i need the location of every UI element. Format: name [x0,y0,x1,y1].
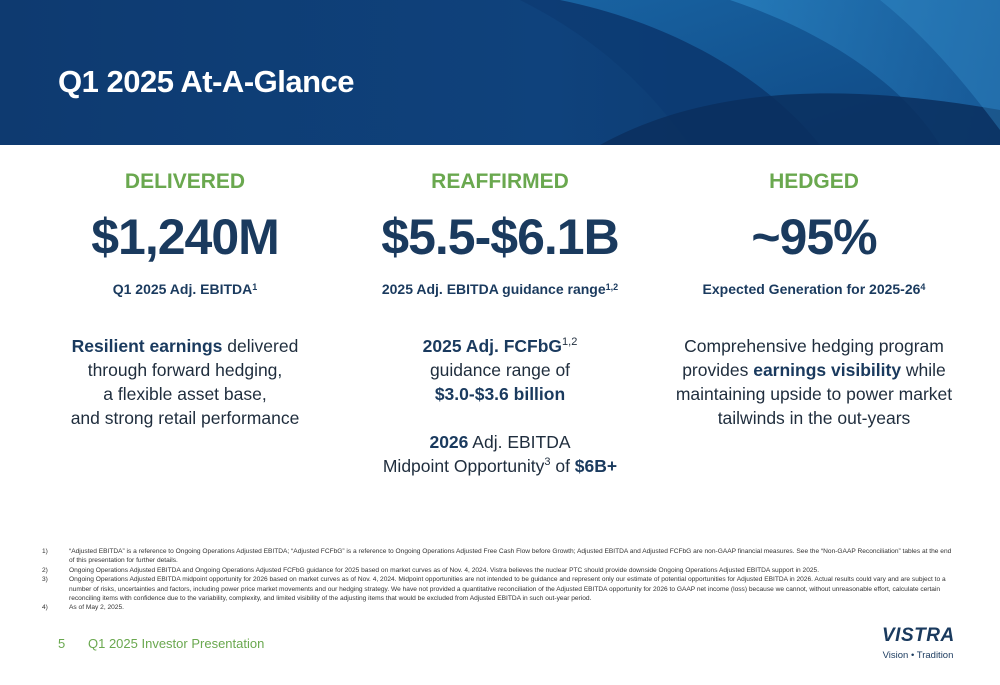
desc-line: maintaining upside to power market [675,384,953,404]
footnote-ref: 3 [544,456,551,468]
hedged-subtitle-text: Expected Generation for 2025-26 [702,281,921,297]
desc-line: tailwinds in the out-years [717,408,911,428]
header-banner [0,0,1000,145]
desc-text: Adj. EBITDA [468,432,571,452]
presentation-title: Q1 2025 Investor Presentation [88,636,265,651]
delivered-kicker: DELIVERED [124,170,246,193]
desc-line: a flexible asset base, [103,384,267,404]
footnote-text: As of May 2, 2025. [69,604,124,612]
desc-line: Comprehensive hedging program [684,336,944,356]
delivered-subtitle-text: Q1 2025 Adj. EBITDA [112,281,253,297]
hedged-value: ~95% [751,209,877,265]
desc-text: of [550,456,575,476]
fcf-range: $3.0-$3.6 billion [434,384,566,404]
delivered-description [25,334,345,430]
hedged-column [654,168,974,430]
reaffirmed-value: $5.5-$6.1B [381,209,619,265]
reaffirmed-description [340,334,660,478]
hedged-subtitle [654,278,974,334]
desc-bold-text: earnings visibility [753,360,902,380]
fcf-bold-text: 2025 Adj. FCFbG [422,336,563,356]
desc-line: through forward hedging, [87,360,283,380]
delivered-column [25,168,345,430]
footnote-text: Ongoing Operations Adjusted EBITDA midpoint opportunity for 2026 based on market curves as of Nov. 4, 2024. Midpoint opportunities are not intended to be guidance and represent only our estimate of potential opportunities for Adjusted EBITDA in 2026. Actual results could vary and are subject to a number of risks, uncertainties and factors, including power price market movements and our hedging strategy. We have not provided a quantitative reconciliation of the Adjusted EBITDA opportunity for 2026 to GAAP net income (loss) because we cannot, without unreasonable effort, calculate certain reconciling items with confidence due to the variability, complexity, and limited visibility of the adjusting items that would be excluded from Adjusted EBITDA in such out-year period. [69,576,946,603]
footnote-ref: 1,2 [605,282,619,292]
footnote-number: 4) [42,604,48,612]
footnote-ref: 1 [252,282,258,292]
delivered-subtitle [25,278,345,334]
reaffirmed-subtitle-text: 2025 Adj. EBITDA guidance range [381,281,606,297]
desc-text: provides [682,360,754,380]
page-number: 5 [58,636,66,651]
delivered-value: $1,240M [91,209,279,265]
desc-text: Midpoint Opportunity [382,456,545,476]
logo-tagline: Vision • Tradition [882,650,954,661]
desc-text: delivered [222,336,299,356]
reaffirmed-kicker: REAFFIRMED [431,170,569,193]
hedged-description [654,334,974,430]
desc-line: guidance range of [429,360,571,380]
footnotes [42,547,957,613]
page-title: Q1 2025 At-A-Glance [58,64,355,99]
opp-year: 2026 [429,432,469,452]
footnote-text: “Adjusted EBITDA” is a reference to Ongoing Operations Adjusted EBITDA; “Adjusted FCFbG” is a reference to Ongoing Operations Adjusted Free Cash Flow before Growth; Adjusted EBITDA and Adjusted FCFbG are non-GAAP financial measures. See the “Non-GAAP Reconciliation” tables at the end of this presentation for further details. [69,548,952,565]
footnote-text: Ongoing Operations Adjusted EBITDA and Ongoing Operations Adjusted FCFbG guidance for 2025 based on market curves as of Nov. 4, 2024. Vistra believes the nuclear PTC should provide downside Ongoing Operations Adjusted EBITDA support in 2025. [69,566,820,574]
reaffirmed-column [340,168,660,478]
opp-value: $6B+ [574,456,618,476]
footnote [42,603,957,612]
vistra-logo [882,625,954,662]
footnote-number: 1) [42,548,48,555]
footnote-number: 2) [42,566,48,574]
hedged-kicker: HEDGED [769,170,859,193]
desc-text: while [901,360,946,380]
logo-wordmark: VISTRA [882,625,955,646]
footnote-number: 3) [42,576,48,584]
desc-line: and strong retail performance [70,408,300,428]
footnote-ref: 4 [920,282,926,292]
footnote [42,547,957,566]
reaffirmed-subtitle [340,278,660,334]
desc-bold-text: Resilient earnings [71,336,223,356]
footnote-ref: 1,2 [562,336,578,348]
footnote [42,566,957,575]
footnote [42,575,957,603]
